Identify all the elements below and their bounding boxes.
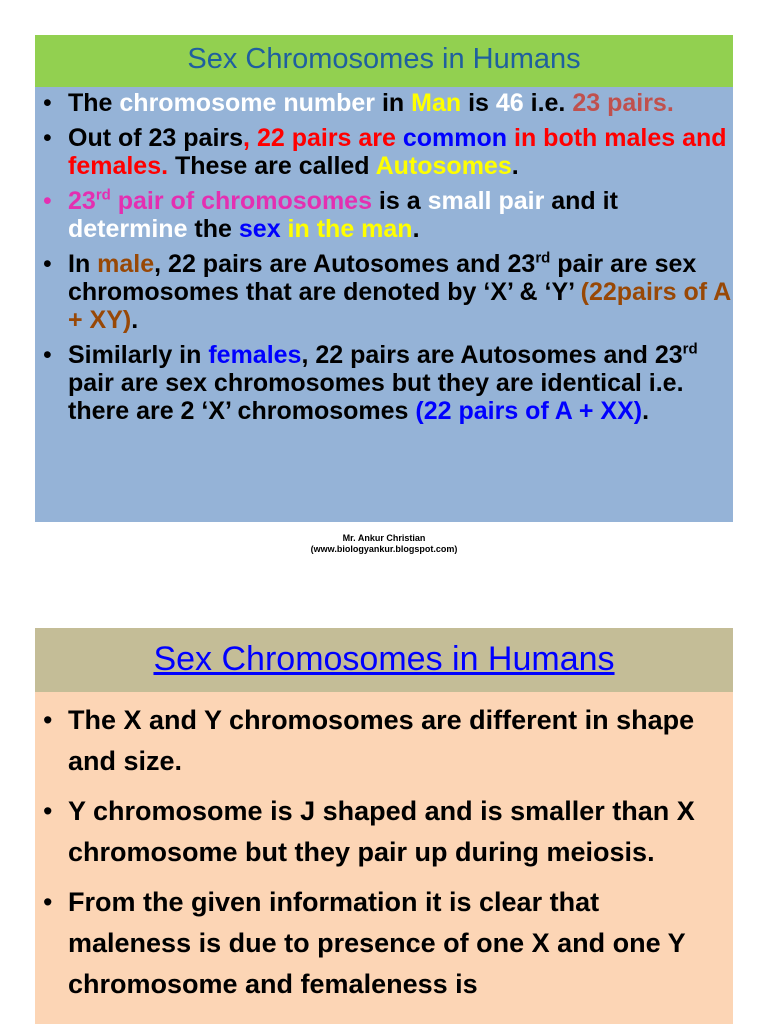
bullet-text-segment: chromosome number — [119, 89, 376, 117]
slide-1-bullet — [35, 89, 733, 117]
bullet-text-segment: in the man — [280, 215, 413, 243]
bullet-text-segment: the — [187, 215, 239, 243]
bullet-dot-icon: • — [43, 250, 52, 278]
bullet-text-segment: . — [642, 397, 650, 425]
credit-name: Mr. Ankur Christian — [342, 533, 426, 543]
bullet-text-segment: is — [461, 89, 496, 117]
slide-1-bullet — [35, 124, 733, 180]
slide-1-bullet — [35, 187, 733, 243]
bullet-dot-icon: • — [43, 124, 52, 152]
bullet-text-segment: . — [511, 152, 519, 180]
bullet-text-segment: sex — [238, 215, 281, 243]
slide-1 — [35, 35, 733, 522]
bullet-text-segment: . — [412, 215, 420, 243]
bullet-text-segment: pair are sex chromosomes but they are identical i.e. there are 2 ‘X’ chromosomes — [68, 369, 684, 425]
bullet-text-segment: is a — [371, 187, 428, 215]
bullet-text-segment: (22 pairs of A + XX) — [415, 397, 643, 425]
bullet-text-segment: pair are sex chromosomes that are denoted by ‘X’ & ‘Y’ — [68, 250, 697, 306]
bullet-text-segment: , 22 pairs are — [243, 124, 403, 152]
bullet-text-segment: In — [68, 250, 98, 278]
slide-1-bullet — [35, 341, 733, 425]
bullet-text-segment: Autosomes — [375, 152, 512, 180]
bullet-text-segment: and it — [544, 187, 618, 215]
bullet-text-segment: common — [402, 124, 508, 152]
bullet-dot-icon: • — [43, 796, 53, 826]
bullet-text-segment: rd — [95, 186, 111, 204]
bullet-text-segment: Similarly in — [68, 341, 209, 369]
slide-1-title: Sex Chromosomes in Humans — [187, 43, 581, 75]
bullet-text-segment: . — [131, 306, 139, 334]
bullet-text-segment: The — [68, 89, 120, 117]
bullet-dot-icon: • — [43, 187, 52, 215]
bullet-text-segment: in both males and females. — [68, 124, 727, 180]
bullet-text: The X and Y chromosomes are different in shape and size. — [68, 705, 695, 776]
bullet-text-segment: 23 — [68, 187, 96, 215]
slide-2 — [35, 628, 733, 1024]
slide-2-bullet — [35, 882, 733, 1005]
slide-2-bullet — [35, 791, 733, 873]
bullet-text-segment: (22pairs of A + XY) — [68, 278, 731, 334]
bullet-text-segment: in — [375, 89, 412, 117]
slide-1-bullet — [35, 250, 733, 334]
slide-2-bullet-list — [35, 700, 733, 1014]
bullet-text-segment: male — [97, 250, 155, 278]
bullet-text-segment: small pair — [427, 187, 545, 215]
bullet-text: Y chromosome is J shaped and is smaller than X chromosome but they pair up during meiosis. — [68, 796, 695, 867]
bullet-text-segment: , 22 pairs are Autosomes and 23 — [154, 250, 536, 278]
bullet-text-segment: Out of 23 pairs — [68, 124, 244, 152]
bullet-text: From the given information it is clear that maleness is due to presence of one X and one Y chromosome and femaleness is — [68, 887, 686, 999]
bullet-text-segment: pair of chromosomes — [110, 187, 372, 215]
slide-2-bullet — [35, 700, 733, 782]
bullet-text-segment: Man — [411, 89, 462, 117]
bullet-dot-icon: • — [43, 887, 53, 917]
bullet-text-segment: 46 — [495, 89, 524, 117]
bullet-text-segment: rd — [535, 249, 551, 267]
bullet-text-segment: females — [208, 341, 302, 369]
author-credit — [0, 533, 768, 555]
credit-url: (www.biologyankur.blogspot.com) — [310, 544, 458, 554]
bullet-text-segment: i.e. — [523, 89, 573, 117]
bullet-dot-icon: • — [43, 89, 52, 117]
bullet-text-segment: determine — [68, 215, 188, 243]
bullet-text-segment: rd — [682, 340, 698, 358]
bullet-text-segment: These are called — [168, 152, 376, 180]
bullet-text-segment: , 22 pairs are Autosomes and 23 — [301, 341, 683, 369]
slide-1-bullet-list — [35, 87, 733, 432]
bullet-dot-icon: • — [43, 341, 52, 369]
bullet-dot-icon: • — [43, 705, 53, 735]
bullet-text-segment: 23 pairs. — [572, 89, 674, 117]
slide-2-title: Sex Chromosomes in Humans — [153, 640, 615, 678]
